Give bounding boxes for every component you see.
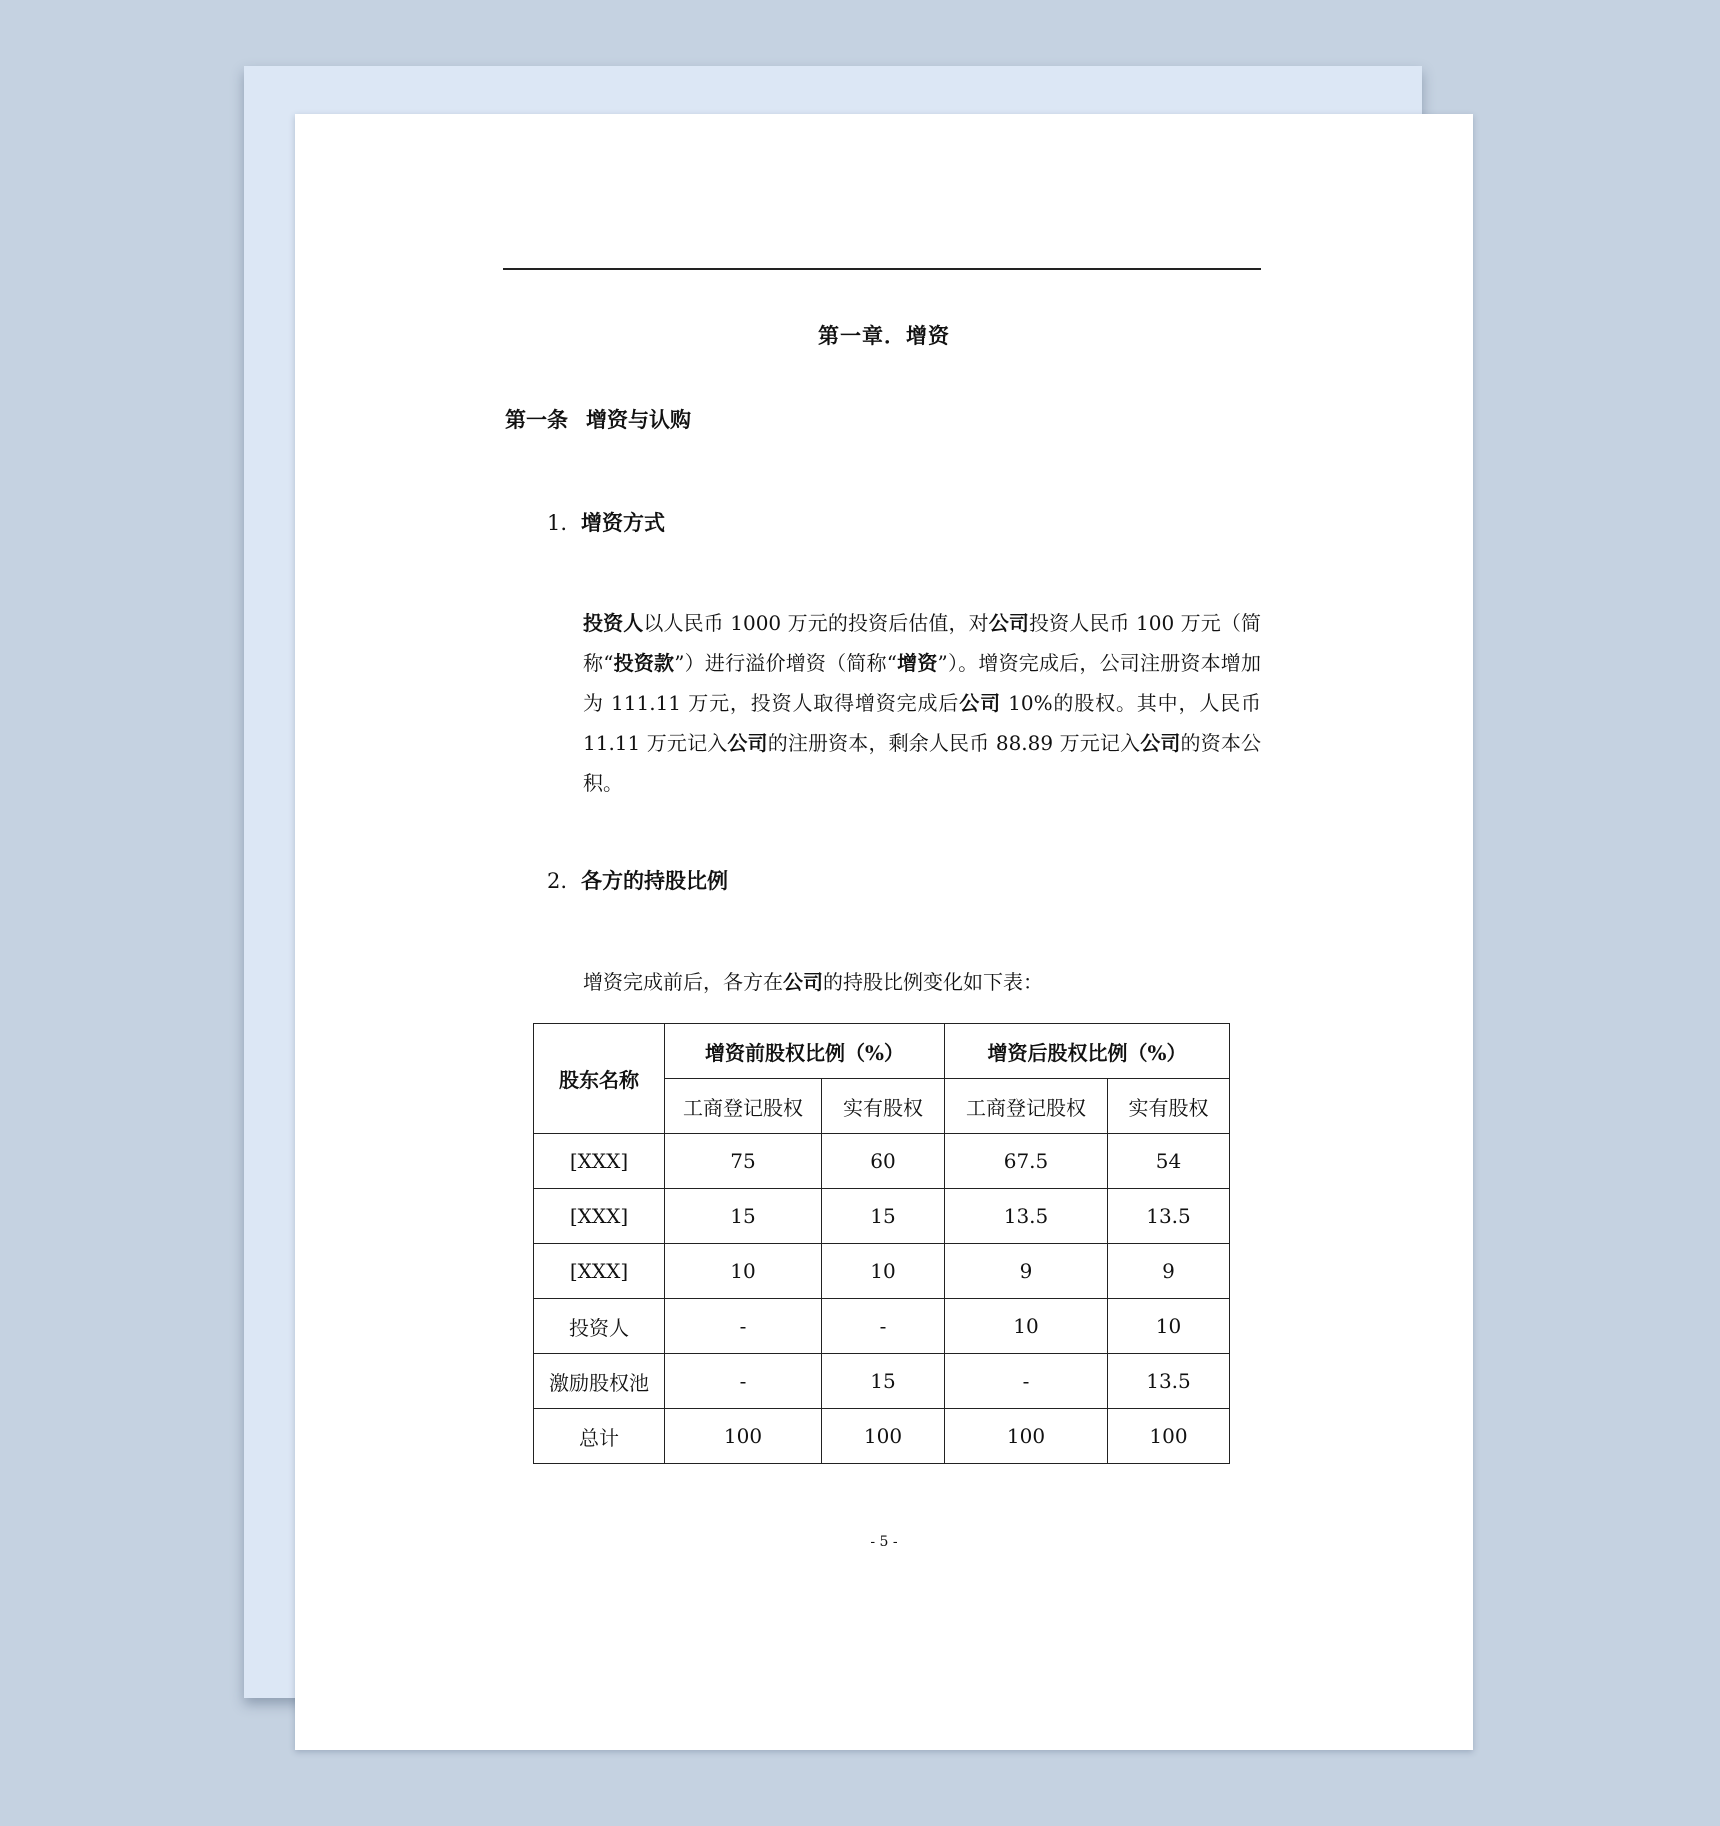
cell-value: 100 (945, 1409, 1108, 1464)
paragraph-text: ”）。增资完成后，公司注册资本增加为 111.11 万元，投资人取得增资完成后 (583, 651, 1262, 715)
cell-value: 100 (822, 1409, 945, 1464)
section-heading-text: 各方的持股比例 (581, 868, 729, 893)
article-number: 第一条 (505, 407, 568, 432)
page-number: - 5 - (870, 1534, 898, 1550)
cell-shareholder: [XXX] (534, 1189, 665, 1244)
cell-value: 9 (945, 1244, 1108, 1299)
capital-increase-paragraph (583, 603, 1261, 803)
cell-value: 10 (822, 1244, 945, 1299)
shareholding-table (533, 1023, 1230, 1464)
paragraph-text: 增资完成前后，各方在 (583, 970, 783, 994)
paragraph-text: 的注册资本，剩余人民币 88.89 万元记入 (767, 731, 1141, 755)
column-header-shareholder: 股东名称 (534, 1024, 665, 1134)
article-heading: 增资与认购 (586, 407, 691, 432)
table-row (534, 1354, 1230, 1409)
section-heading-2 (547, 865, 728, 895)
cell-value: 60 (822, 1134, 945, 1189)
cell-value: 10 (945, 1299, 1108, 1354)
chapter-title: 第一章．增资 (818, 323, 950, 348)
section-index: 1. (547, 511, 568, 535)
paragraph-text: 以人民币 1000 万元的投资后估值，对 (643, 611, 989, 635)
cell-value: 54 (1108, 1134, 1230, 1189)
article-title (505, 404, 691, 434)
paragraph-text: 10%的股权。其中，人民币 11.11 万元记入 (583, 691, 1262, 755)
cell-shareholder: 激励股权池 (534, 1354, 665, 1409)
cell-value: 100 (665, 1409, 822, 1464)
cell-value: 100 (1108, 1409, 1230, 1464)
defined-term: 投资人 (583, 611, 644, 635)
cell-value: 10 (1108, 1299, 1230, 1354)
cell-value: 13.5 (1108, 1189, 1230, 1244)
subheader-actual-after: 实有股权 (1108, 1079, 1230, 1134)
subheader-actual-before: 实有股权 (822, 1079, 945, 1134)
paragraph-text: 投资人民币 100 万元（简称“ (583, 611, 1262, 675)
column-group-after: 增资后股权比例（%） (945, 1024, 1230, 1079)
table-row (534, 1299, 1230, 1354)
cell-shareholder: [XXX] (534, 1244, 665, 1299)
cell-value: - (945, 1354, 1108, 1409)
subheader-registered-after: 工商登记股权 (945, 1079, 1108, 1134)
cell-value: 15 (822, 1354, 945, 1409)
cell-value: - (665, 1299, 822, 1354)
subheader-registered-before: 工商登记股权 (665, 1079, 822, 1134)
cell-value: 13.5 (1108, 1354, 1230, 1409)
section-index: 2. (547, 869, 568, 893)
defined-term: 公司 (959, 691, 1001, 715)
paragraph-text: ”）进行溢价增资（简称“ (674, 651, 897, 675)
section-heading-1 (547, 507, 665, 537)
cell-shareholder: [XXX] (534, 1134, 665, 1189)
cell-value: - (665, 1354, 822, 1409)
document-page (295, 114, 1473, 1750)
defined-term: 公司 (783, 970, 823, 994)
cell-value: 75 (665, 1134, 822, 1189)
cell-value: 15 (665, 1189, 822, 1244)
cell-value: 10 (665, 1244, 822, 1299)
header-rule (503, 268, 1261, 270)
table-header-row (534, 1024, 1230, 1079)
cell-shareholder: 投资人 (534, 1299, 665, 1354)
defined-term: 公司 (727, 731, 768, 755)
defined-term: 增资 (896, 651, 938, 675)
column-group-before: 增资前股权比例（%） (665, 1024, 945, 1079)
section-heading-text: 增资方式 (581, 510, 666, 535)
cell-value: 9 (1108, 1244, 1230, 1299)
table-row-total (534, 1409, 1230, 1464)
defined-term: 公司 (988, 611, 1029, 635)
paragraph-text: 的资本公积。 (583, 731, 1262, 795)
cell-shareholder: 总计 (534, 1409, 665, 1464)
defined-term: 公司 (1140, 731, 1181, 755)
table-row (534, 1134, 1230, 1189)
defined-term: 投资款 (613, 651, 675, 675)
cell-value: - (822, 1299, 945, 1354)
cell-value: 67.5 (945, 1134, 1108, 1189)
table-row (534, 1189, 1230, 1244)
table-intro (583, 966, 1043, 995)
paragraph-text: 的持股比例变化如下表： (823, 970, 1043, 994)
table-row (534, 1244, 1230, 1299)
cell-value: 13.5 (945, 1189, 1108, 1244)
cell-value: 15 (822, 1189, 945, 1244)
